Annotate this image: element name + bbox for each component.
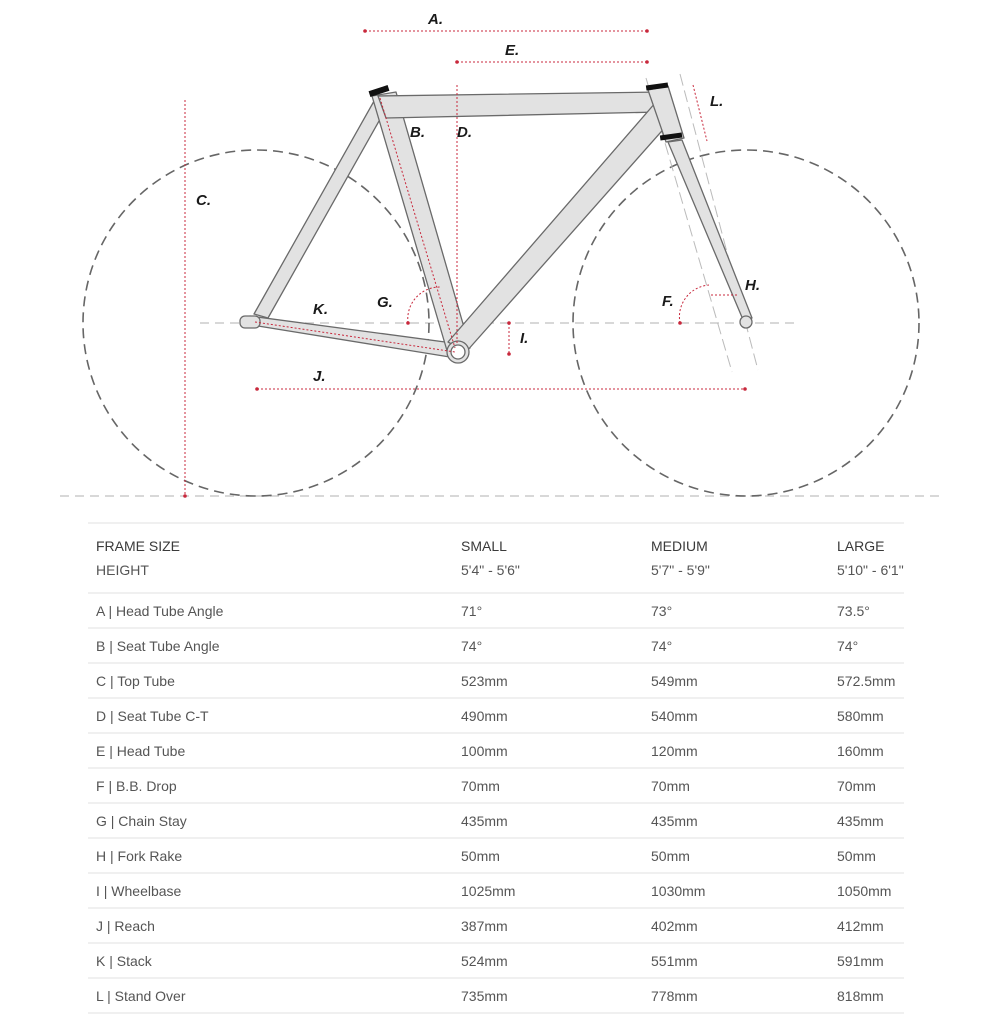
label-i: I. bbox=[520, 330, 529, 347]
label-c: C. bbox=[196, 192, 211, 209]
size-height-medium: 5'7" - 5'9" bbox=[651, 562, 710, 578]
cell-large: 572.5mm bbox=[829, 663, 904, 698]
frame-size-label: FRAME SIZE bbox=[96, 538, 181, 554]
table-row bbox=[88, 698, 904, 733]
cell-small: 523mm bbox=[453, 663, 643, 698]
cell-small: 74° bbox=[453, 628, 643, 663]
table-row bbox=[88, 908, 904, 943]
cell-medium: 70mm bbox=[643, 768, 829, 803]
table-row bbox=[88, 943, 904, 978]
table-row bbox=[88, 628, 904, 663]
cell-medium: 50mm bbox=[643, 838, 829, 873]
label-e: E. bbox=[505, 42, 520, 59]
size-name-medium: MEDIUM bbox=[651, 538, 708, 554]
bike-frame bbox=[240, 86, 752, 363]
height-label: HEIGHT bbox=[96, 562, 149, 578]
cell-small: 71° bbox=[453, 593, 643, 628]
table-row bbox=[88, 593, 904, 628]
cell-small: 435mm bbox=[453, 803, 643, 838]
cell-medium: 1030mm bbox=[643, 873, 829, 908]
cell-small: 735mm bbox=[453, 978, 643, 1013]
cell-large: 74° bbox=[829, 628, 904, 663]
table-row bbox=[88, 663, 904, 698]
label-f: F. bbox=[662, 293, 674, 310]
cell-small: 524mm bbox=[453, 943, 643, 978]
cell-small: 70mm bbox=[453, 768, 643, 803]
cell-large: 818mm bbox=[829, 978, 904, 1013]
row-label: G | Chain Stay bbox=[88, 803, 453, 838]
row-label: J | Reach bbox=[88, 908, 453, 943]
row-label: L | Stand Over bbox=[88, 978, 453, 1013]
row-label: E | Head Tube bbox=[88, 733, 453, 768]
geometry-table bbox=[88, 522, 904, 1014]
cell-small: 490mm bbox=[453, 698, 643, 733]
cell-large: 591mm bbox=[829, 943, 904, 978]
row-label: D | Seat Tube C-T bbox=[88, 698, 453, 733]
cell-medium: 778mm bbox=[643, 978, 829, 1013]
cell-large: 412mm bbox=[829, 908, 904, 943]
cell-large: 580mm bbox=[829, 698, 904, 733]
label-a: A. bbox=[428, 11, 443, 28]
cell-medium: 540mm bbox=[643, 698, 829, 733]
header-small bbox=[453, 523, 643, 593]
table-row bbox=[88, 803, 904, 838]
label-h: H. bbox=[745, 277, 760, 294]
cell-medium: 73° bbox=[643, 593, 829, 628]
table-row bbox=[88, 873, 904, 908]
size-name-large: LARGE bbox=[837, 538, 885, 554]
label-g: G. bbox=[377, 294, 393, 311]
label-d: D. bbox=[457, 124, 472, 141]
table-row bbox=[88, 733, 904, 768]
header-frame-size bbox=[88, 523, 453, 593]
row-label: B | Seat Tube Angle bbox=[88, 628, 453, 663]
cell-small: 50mm bbox=[453, 838, 643, 873]
cell-large: 160mm bbox=[829, 733, 904, 768]
cell-medium: 551mm bbox=[643, 943, 829, 978]
table-header-row bbox=[88, 523, 904, 593]
row-label: K | Stack bbox=[88, 943, 453, 978]
cell-small: 1025mm bbox=[453, 873, 643, 908]
size-height-small: 5'4" - 5'6" bbox=[461, 562, 520, 578]
cell-small: 387mm bbox=[453, 908, 643, 943]
label-l: L. bbox=[710, 93, 724, 110]
table-row bbox=[88, 838, 904, 873]
label-k: K. bbox=[313, 301, 328, 318]
size-name-small: SMALL bbox=[461, 538, 507, 554]
cell-large: 70mm bbox=[829, 768, 904, 803]
header-medium bbox=[643, 523, 829, 593]
row-label: C | Top Tube bbox=[88, 663, 453, 698]
cell-large: 435mm bbox=[829, 803, 904, 838]
cell-medium: 74° bbox=[643, 628, 829, 663]
row-label: A | Head Tube Angle bbox=[88, 593, 453, 628]
cell-medium: 402mm bbox=[643, 908, 829, 943]
label-b: B. bbox=[410, 124, 425, 141]
header-large bbox=[829, 523, 904, 593]
size-height-large: 5'10" - 6'1" bbox=[837, 562, 904, 578]
label-j: J. bbox=[313, 368, 326, 385]
row-label: F | B.B. Drop bbox=[88, 768, 453, 803]
cell-medium: 435mm bbox=[643, 803, 829, 838]
cell-large: 73.5° bbox=[829, 593, 904, 628]
row-label: H | Fork Rake bbox=[88, 838, 453, 873]
cell-small: 100mm bbox=[453, 733, 643, 768]
table-row bbox=[88, 768, 904, 803]
cell-medium: 120mm bbox=[643, 733, 829, 768]
cell-medium: 549mm bbox=[643, 663, 829, 698]
cell-large: 1050mm bbox=[829, 873, 904, 908]
cell-large: 50mm bbox=[829, 838, 904, 873]
table-row bbox=[88, 978, 904, 1013]
row-label: I | Wheelbase bbox=[88, 873, 453, 908]
